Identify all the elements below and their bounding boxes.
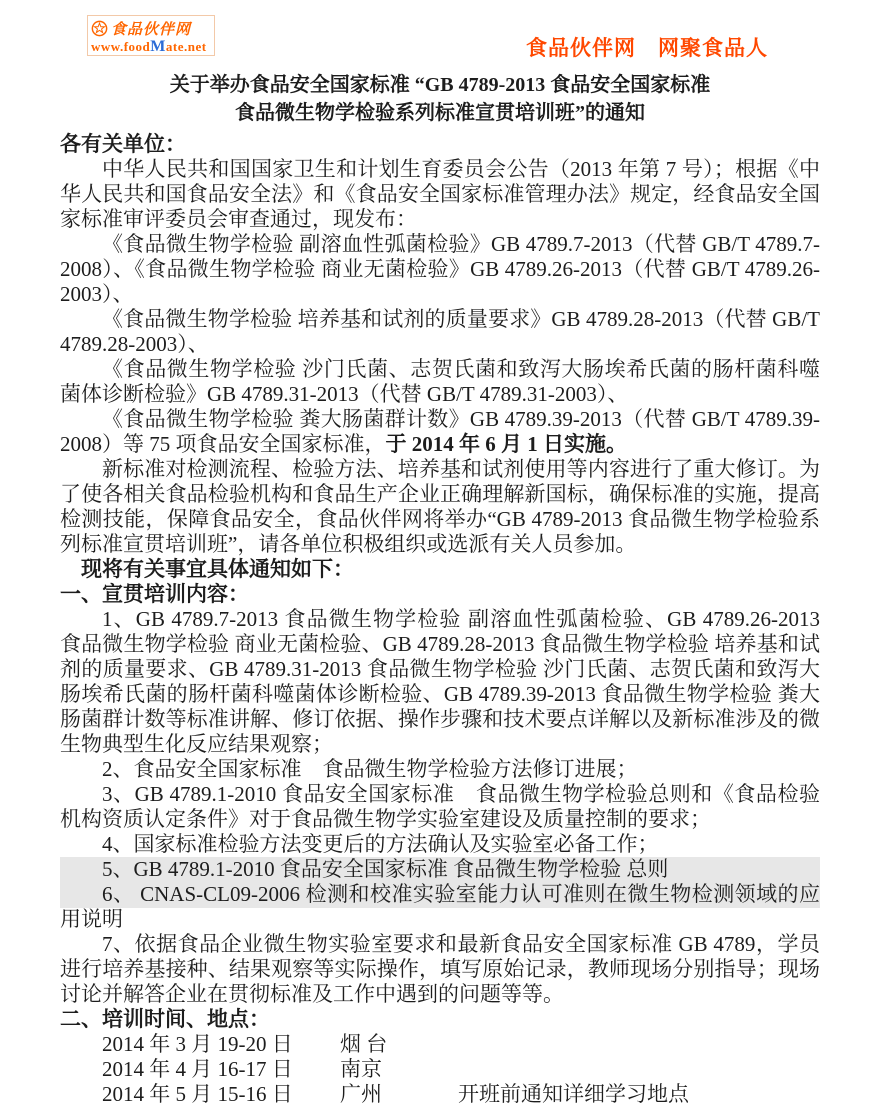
logo-top-row (91, 18, 211, 39)
standard-4-text: 《食品微生物学检验 粪大肠菌群计数》GB 4789.39-2013（代替 GB/T 4789.39-2008）等 75 项食品安全国家标准， (60, 407, 820, 456)
logo-url (91, 39, 211, 54)
header (60, 14, 820, 64)
doc-body (60, 132, 820, 1107)
doc-title-line1: 关于举办食品安全国家标准 “GB 4789-2013 食品安全国家标准 (169, 74, 711, 96)
schedule-city: 广州 (340, 1082, 382, 1106)
training-item-3: 3、GB 4789.1-2010 食品安全国家标准 食品微生物学检验总则和《食品检验机构资质认定条件》对于食品微生物学实验室建设及质量控制的要求； (60, 782, 820, 831)
training-item-2: 2、食品安全国家标准 食品微生物学检验方法修订进展； (102, 757, 638, 781)
logo-url-suffix: ate.net (165, 39, 207, 54)
doc-title-line2: 食品微生物学检验系列标准宣贯培训班”的通知 (235, 102, 645, 124)
paragraph-standard-2: 《食品微生物学检验 培养基和试剂的质量要求》GB 4789.28-2013（代替 GB/T 4789.28-2003）、 (60, 307, 820, 356)
schedule-city: 南京 (340, 1057, 382, 1081)
paragraph-standard-3: 《食品微生物学检验 沙门氏菌、志贺氏菌和致泻大肠埃希氏菌的肠杆菌科噬菌体诊断检验》GB 4789.31-2013（代替 GB/T 4789.31-2003）、 (60, 357, 820, 406)
section-heading-1: 一、宣贯培训内容： (60, 582, 249, 606)
schedule-row (60, 1082, 820, 1107)
schedule-date: 2014 年 3 月 19-20 日 (102, 1032, 293, 1056)
logo-url-m: M (150, 38, 166, 55)
salutation: 各有关单位： (60, 132, 186, 156)
training-item-5: 5、GB 4789.1-2010 食品安全国家标准 食品微生物学检验 总则 (60, 857, 820, 882)
training-item-7: 7、依据食品企业微生物实验室要求和最新食品安全国家标准 GB 4789，学员进行培养基接种、结果观察等实际操作，填写原始记录，教师现场分别指导；现场讨论并解答企业在贯彻标准及工作中遇到的问题等等。 (60, 932, 820, 1006)
implementation-date-bold: 于 2014 年 6 月 1 日实施。 (385, 432, 627, 456)
site-logo (87, 15, 215, 56)
paragraph-revision: 新标准对检测流程、检验方法、培养基和试剂使用等内容进行了重大修订。为了使各相关食品检验机构和食品生产企业正确理解新国标，确保标准的实施，提高检测技能，保障食品安全，食品伙伴网将举办“GB 4789-2013 食品微生物学检验系列标准宣贯培训班”，请各单位积极组织或选派有关人员参加。 (60, 457, 820, 556)
logo-flower-icon (91, 20, 108, 37)
schedule-date: 2014 年 4 月 16-17 日 (102, 1057, 293, 1081)
training-item-6: 6、 CNAS-CL09-2006 检测和校准实验室能力认可准则在微生物检测领域的应用说明 (60, 882, 820, 931)
paragraph-standard-1: 《食品微生物学检验 副溶血性弧菌检验》GB 4789.7-2013（代替 GB/T 4789.7-2008）、《食品微生物学检验 商业无菌检验》GB 4789.26-2013（代替 GB/T 4789.26-2003）、 (60, 232, 820, 306)
schedule-city: 烟 台 (340, 1032, 388, 1056)
schedule-note: 开班前通知详细学习地点 (458, 1082, 689, 1106)
logo-site-name: 食品伙伴网 (111, 22, 192, 38)
paragraph-intro: 中华人民共和国国家卫生和计划生育委员会公告（2013 年第 7 号）；根据《中华人民共和国食品安全法》和《食品安全国家标准管理办法》规定，经食品安全国家标准审评委员会审查通过，现发布： (60, 157, 820, 231)
doc-title (60, 71, 820, 127)
header-slogan: 食品伙伴网 网聚食品人 (526, 36, 768, 60)
schedule-row (60, 1057, 820, 1082)
schedule-date: 2014 年 5 月 15-16 日 (102, 1082, 293, 1106)
training-item-1: 1、GB 4789.7-2013 食品微生物学检验 副溶血性弧菌检验、GB 4789.26-2013 食品微生物学检验 商业无菌检验、GB 4789.28-2013 食品微生物学检验 培养基和试剂的质量要求、GB 4789.31-2013 食品微生物学检验 沙门氏菌、志贺氏菌和致泻大肠埃希氏菌的肠杆菌科噬菌体诊断检验、GB 4789.39-2013 食品微生物学检验 粪大肠菌群计数等标准讲解、修订依据、操作步骤和技术要点详解以及新标准涉及的微生物典型生化反应结果观察； (60, 607, 820, 756)
paragraph-notice: 现将有关事宜具体通知如下： (81, 557, 354, 581)
section-heading-2: 二、培训时间、地点： (60, 1007, 270, 1031)
schedule-row (60, 1032, 820, 1057)
training-item-4: 4、国家标准检验方法变更后的方法确认及实验室必备工作； (102, 832, 659, 856)
logo-url-prefix: www.food (91, 39, 151, 54)
paragraph-standard-4 (60, 407, 820, 457)
